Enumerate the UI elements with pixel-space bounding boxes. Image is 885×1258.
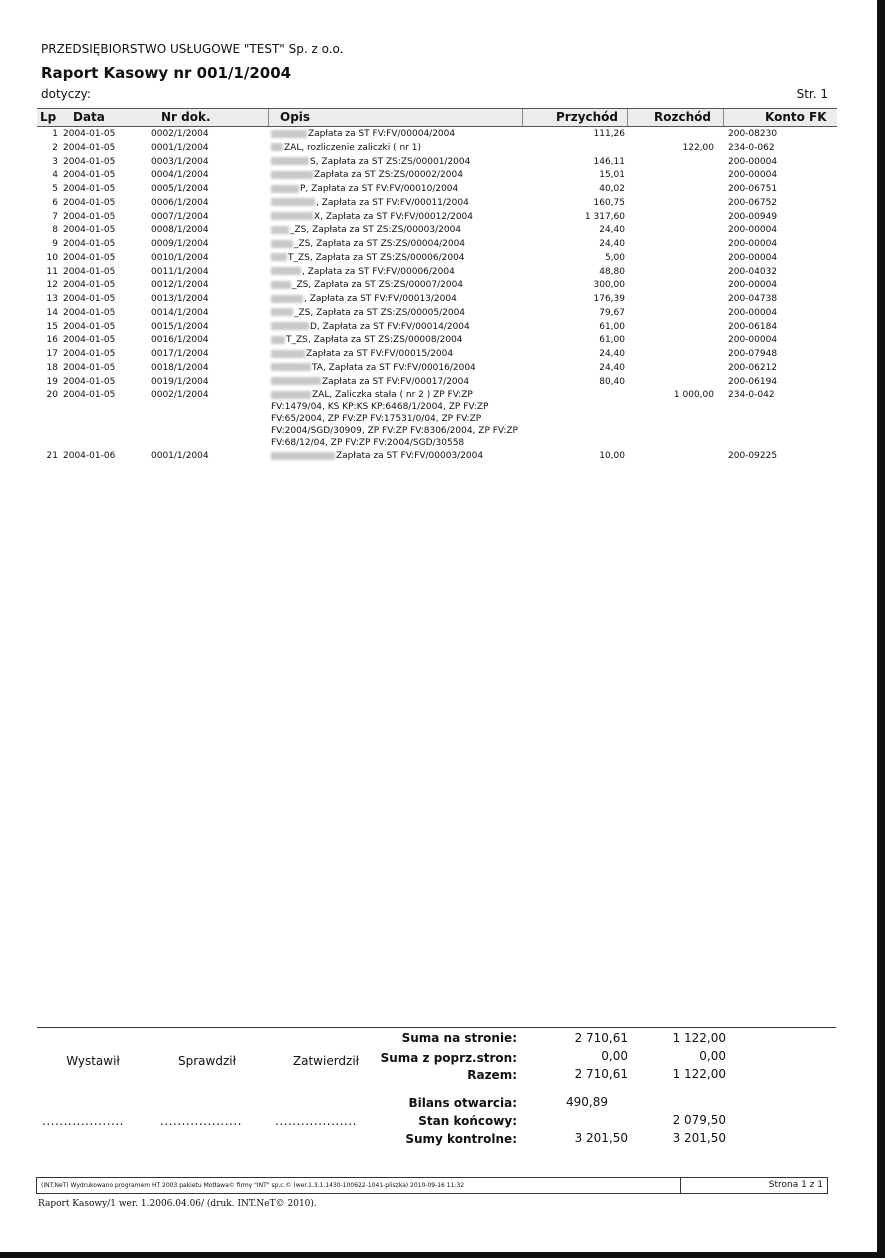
row-description (271, 293, 521, 305)
signature-sprawdzil: Sprawdził (178, 1054, 236, 1068)
row-doc-number: 0011/1/2004 (151, 266, 209, 277)
row-konto: 200-07948 (728, 349, 778, 359)
row-description-text: _ZS, Zapłata za ST ZS:ZS/00004/2004 (294, 239, 466, 249)
suma-na-stronie-label: Suma na stronie: (401, 1031, 517, 1045)
row-przychod: 61,00 (599, 321, 625, 332)
redacted-name (271, 240, 293, 248)
row-description-text: T_ZS, Zapłata za ST ZS:ZS/00006/2004 (288, 252, 465, 263)
suma-z-poprz-rozchod: 0,00 (699, 1049, 726, 1063)
row-date: 2004-01-05 (63, 294, 116, 304)
redacted-name (271, 452, 335, 460)
sumy-kontrolne-rozchod: 3 201,50 (672, 1131, 726, 1145)
row-doc-number: 0018/1/2004 (151, 362, 209, 373)
row-konto: 200-00004 (728, 170, 778, 181)
company-name: PRZEDSIĘBIORSTWO USŁUGOWE "TEST" Sp. z o.o. (41, 42, 344, 56)
row-description (271, 156, 521, 168)
page-number: Str. 1 (796, 87, 828, 101)
row-lp: 14 (46, 307, 58, 318)
redacted-name (271, 171, 313, 179)
redacted-name (271, 157, 309, 165)
row-przychod: 15,01 (599, 170, 625, 181)
row-konto: 200-04738 (728, 294, 778, 304)
row-przychod: 146,11 (593, 156, 625, 167)
row-date: 2004-01-05 (63, 129, 116, 139)
row-description (271, 279, 521, 291)
row-description-text: X, Zapłata za ST FV:FV/00012/2004 (314, 211, 473, 222)
row-doc-number: 0010/1/2004 (151, 252, 209, 263)
row-date: 2004-01-05 (63, 376, 116, 387)
row-date: 2004-01-05 (63, 239, 116, 249)
row-description-text: Zapłata za ST ZS:ZS/00002/2004 (314, 170, 463, 181)
table-row (0, 252, 885, 266)
bilans-otwarcia-label: Bilans otwarcia: (408, 1096, 517, 1110)
row-lp: 7 (52, 211, 58, 222)
row-date: 2004-01-05 (63, 362, 116, 373)
row-date: 2004-01-05 (63, 335, 116, 346)
row-date: 2004-01-05 (63, 266, 116, 277)
row-date: 2004-01-05 (63, 252, 116, 263)
row-doc-number: 0017/1/2004 (151, 349, 209, 359)
row-doc-number: 0016/1/2004 (151, 335, 209, 346)
dotyczy-label: dotyczy: (41, 87, 91, 101)
row-konto: 200-06212 (728, 362, 778, 373)
report-title: Raport Kasowy nr 001/1/2004 (41, 64, 292, 82)
row-description (271, 128, 521, 140)
row-przychod: 79,67 (599, 307, 625, 318)
row-konto: 200-00004 (728, 280, 778, 291)
col-divider (627, 109, 628, 126)
table-row (0, 348, 885, 362)
row-przychod: 40,02 (599, 184, 625, 194)
table-row (0, 334, 885, 348)
row-date: 2004-01-05 (63, 280, 116, 291)
table-body (0, 128, 885, 464)
table-row (0, 293, 885, 307)
redacted-name (271, 185, 299, 193)
row-lp: 21 (46, 451, 58, 462)
row-description-text: ZAL, rozliczenie zaliczki ( nr 1) (284, 142, 421, 153)
table-row (0, 389, 885, 450)
row-lp: 10 (46, 252, 58, 263)
redacted-name (271, 143, 283, 151)
row-description (271, 183, 521, 195)
row-description-text: S, Zapłata za ST ZS:ZS/00001/2004 (310, 156, 471, 167)
row-rozchod: 122,00 (682, 142, 714, 153)
row-description-text: , Zapłata za ST FV:FV/00013/2004 (304, 294, 457, 304)
row-description (271, 238, 521, 250)
col-rozchod: Rozchód (654, 110, 711, 124)
col-data: Data (73, 110, 105, 124)
row-konto: 200-06184 (728, 321, 778, 332)
row-date: 2004-01-05 (63, 390, 116, 401)
suma-na-stronie-przychod: 2 710,61 (574, 1031, 628, 1045)
row-date: 2004-01-05 (63, 184, 116, 194)
row-konto: 200-04032 (728, 266, 778, 277)
row-doc-number: 0002/1/2004 (151, 390, 209, 401)
row-przychod: 111,26 (593, 129, 625, 139)
row-description (271, 389, 521, 449)
table-row (0, 224, 885, 238)
row-rozchod: 1 000,00 (673, 390, 714, 401)
row-date: 2004-01-05 (63, 211, 116, 222)
row-lp: 3 (52, 156, 58, 167)
row-lp: 18 (46, 362, 58, 373)
row-konto: 234-0-042 (728, 390, 775, 401)
table-row (0, 128, 885, 142)
row-description-text: D, Zapłata za ST FV:FV/00014/2004 (310, 321, 470, 332)
row-date: 2004-01-05 (63, 197, 116, 208)
row-lp: 5 (52, 184, 58, 194)
row-date: 2004-01-05 (63, 321, 116, 332)
redacted-name (271, 363, 311, 371)
redacted-name (271, 350, 305, 358)
table-header (37, 108, 837, 127)
row-description-text: , Zapłata za ST FV:FV/00006/2004 (302, 266, 455, 277)
footer-divider (680, 1178, 681, 1193)
col-opis: Opis (280, 110, 311, 124)
col-nr: Nr dok. (161, 110, 211, 124)
redacted-name (271, 322, 309, 330)
row-przychod: 10,00 (599, 451, 625, 462)
row-doc-number: 0005/1/2004 (151, 184, 209, 194)
row-description (271, 307, 521, 319)
sumy-kontrolne-przychod: 3 201,50 (574, 1131, 628, 1145)
row-lp: 2 (52, 142, 58, 153)
row-doc-number: 0009/1/2004 (151, 239, 209, 249)
row-description (271, 376, 521, 388)
row-konto: 200-00004 (728, 156, 778, 167)
row-doc-number: 0002/1/2004 (151, 129, 209, 139)
print-info: (INT.NeT) Wydrukowano programem HT 2003 pakietu Motława© firmy "INT" sp.c.© (wer.1.3.1.1430-100622-1041-pliszka) 2010-09-16 11:32 (41, 1182, 465, 1189)
row-przychod: 5,00 (604, 252, 625, 263)
row-lp: 6 (52, 197, 58, 208)
row-lp: 13 (46, 294, 58, 304)
row-description (271, 266, 521, 278)
table-row (0, 307, 885, 321)
redacted-name (271, 295, 303, 303)
razem-rozchod: 1 122,00 (672, 1067, 726, 1081)
row-lp: 1 (52, 129, 58, 139)
signature-wystawil: Wystawił (66, 1054, 120, 1068)
row-doc-number: 0007/1/2004 (151, 211, 209, 222)
row-przychod: 176,39 (593, 294, 625, 304)
redacted-name (271, 212, 313, 220)
table-row (0, 321, 885, 335)
stan-koncowy-label: Stan końcowy: (418, 1114, 517, 1128)
table-row (0, 266, 885, 280)
row-description-text: _ZS, Zapłata za ST ZS:ZS/00005/2004 (294, 307, 466, 318)
row-description-text: _ZS, Zapłata za ST ZS:ZS/00007/2004 (292, 280, 464, 291)
row-description (271, 224, 521, 236)
row-date: 2004-01-05 (63, 349, 116, 359)
sumy-kontrolne-label: Sumy kontrolne: (405, 1132, 517, 1146)
row-description-text: Zapłata za ST FV:FV/00015/2004 (306, 349, 454, 359)
row-doc-number: 0006/1/2004 (151, 197, 209, 208)
row-konto: 200-06194 (728, 376, 778, 387)
redacted-name (271, 308, 293, 316)
row-doc-number: 0008/1/2004 (151, 225, 209, 236)
row-lp: 8 (52, 225, 58, 236)
row-przychod: 1 317,60 (584, 211, 625, 222)
row-konto: 200-00949 (728, 211, 778, 222)
row-description-text: _ZS, Zapłata za ST ZS:ZS/00003/2004 (290, 225, 462, 236)
row-doc-number: 0013/1/2004 (151, 294, 209, 304)
row-description (271, 252, 521, 264)
razem-przychod: 2 710,61 (574, 1067, 628, 1081)
redacted-name (271, 391, 311, 399)
row-doc-number: 0004/1/2004 (151, 170, 209, 181)
razem-label: Razem: (467, 1068, 517, 1082)
redacted-name (271, 253, 287, 261)
row-doc-number: 0015/1/2004 (151, 321, 209, 332)
suma-z-poprz-przychod: 0,00 (601, 1049, 628, 1063)
row-description (271, 197, 521, 209)
col-divider (268, 109, 269, 126)
row-doc-number: 0003/1/2004 (151, 156, 209, 167)
table-row (0, 142, 885, 156)
col-przychod: Przychód (556, 110, 619, 124)
row-przychod: 61,00 (599, 335, 625, 346)
row-description-text: Zapłata za ST FV:FV/00003/2004 (336, 451, 484, 462)
table-row (0, 197, 885, 211)
table-row (0, 376, 885, 390)
page-counter: Strona 1 z 1 (768, 1180, 823, 1190)
row-date: 2004-01-05 (63, 142, 116, 153)
row-przychod: 300,00 (593, 280, 625, 291)
signature-zatwierdzil: Zatwierdził (292, 1054, 360, 1068)
row-date: 2004-01-05 (63, 307, 116, 318)
row-description-text: Zapłata za ST FV:FV/00004/2004 (308, 129, 456, 139)
table-row (0, 238, 885, 252)
row-przychod: 24,40 (599, 239, 625, 249)
stan-koncowy-value: 2 079,50 (672, 1113, 726, 1127)
table-row (0, 362, 885, 376)
bilans-otwarcia-value: 490,89 (566, 1095, 608, 1109)
suma-z-poprz-label: Suma z poprz.stron: (380, 1051, 517, 1065)
table-row (0, 183, 885, 197)
row-lp: 12 (46, 280, 58, 291)
row-doc-number: 0012/1/2004 (151, 280, 209, 291)
row-konto: 200-00004 (728, 252, 778, 263)
row-przychod: 48,80 (599, 266, 625, 277)
table-row (0, 211, 885, 225)
row-description (271, 321, 521, 333)
row-konto: 200-06751 (728, 184, 778, 194)
row-description-text: ZAL, Zaliczka stała ( nr 2 ) ZP FV:ZP FV:1479/04, KS KP:KS KP:6468/1/2004, ZP FV:ZP FV:65/2004, ZP FV:ZP FV:17531/0/04, ZP FV:ZP FV:2004/SGD/30909, ZP FV:ZP FV:8306/2004, ZP FV:ZP FV:68/12/04, ZP FV:ZP FV:2004/SGD/30558 (271, 390, 518, 449)
row-konto: 200-00004 (728, 307, 778, 318)
row-lp: 4 (52, 170, 58, 181)
row-lp: 17 (46, 349, 58, 359)
row-lp: 16 (46, 335, 58, 346)
table-row (0, 279, 885, 293)
row-przychod: 24,40 (599, 362, 625, 373)
row-description (271, 211, 521, 223)
row-przychod: 24,40 (599, 349, 625, 359)
row-description (271, 169, 521, 181)
row-description (271, 334, 521, 346)
row-lp: 11 (46, 266, 58, 277)
redacted-name (271, 377, 321, 385)
table-row (0, 450, 885, 464)
row-przychod: 24,40 (599, 225, 625, 236)
page-border-bottom (0, 1252, 885, 1258)
row-konto: 200-00004 (728, 335, 778, 346)
redacted-name (271, 226, 289, 234)
row-konto: 200-09225 (728, 451, 778, 462)
col-lp: Lp (40, 110, 57, 124)
row-date: 2004-01-05 (63, 156, 116, 167)
row-description-text: T_ZS, Zapłata za ST ZS:ZS/00008/2004 (286, 335, 463, 346)
row-konto: 200-08230 (728, 129, 778, 139)
row-doc-number: 0019/1/2004 (151, 376, 209, 387)
table-row (0, 156, 885, 170)
signature-line: ................... (42, 1114, 124, 1128)
row-description (271, 362, 521, 374)
redacted-name (271, 336, 285, 344)
row-konto: 200-00004 (728, 239, 778, 249)
redacted-name (271, 198, 315, 206)
row-description-text: TA, Zapłata za ST FV:FV/00016/2004 (312, 362, 476, 373)
row-description-text: , Zapłata za ST FV:FV/00011/2004 (316, 197, 469, 208)
totals-divider (37, 1027, 836, 1028)
row-description (271, 142, 521, 154)
row-doc-number: 0001/1/2004 (151, 451, 209, 462)
report-version: Raport Kasowy/1 wer. 1.2006.04.06/ (druk. INT.NeT© 2010). (38, 1199, 317, 1209)
row-date: 2004-01-05 (63, 225, 116, 236)
row-przychod: 160,75 (593, 197, 625, 208)
col-divider (723, 109, 724, 126)
row-konto: 200-00004 (728, 225, 778, 236)
print-footer (36, 1177, 828, 1194)
redacted-name (271, 281, 291, 289)
row-konto: 200-06752 (728, 197, 778, 208)
row-lp: 19 (46, 376, 58, 387)
redacted-name (271, 130, 307, 138)
row-description (271, 450, 521, 462)
suma-na-stronie-rozchod: 1 122,00 (672, 1031, 726, 1045)
row-description (271, 348, 521, 360)
row-description-text: P, Zapłata za ST FV:FV/00010/2004 (300, 184, 459, 194)
row-lp: 20 (46, 390, 58, 401)
row-date: 2004-01-05 (63, 170, 116, 181)
row-lp: 9 (52, 239, 58, 249)
redacted-name (271, 267, 301, 275)
row-konto: 234-0-062 (728, 142, 775, 153)
signature-line: ................... (275, 1114, 357, 1128)
row-przychod: 80,40 (599, 376, 625, 387)
col-divider (522, 109, 523, 126)
row-doc-number: 0014/1/2004 (151, 307, 209, 318)
row-doc-number: 0001/1/2004 (151, 142, 209, 153)
table-row (0, 169, 885, 183)
row-description-text: Zapłata za ST FV:FV/00017/2004 (322, 376, 470, 387)
signature-line: ................... (160, 1114, 242, 1128)
row-date: 2004-01-06 (63, 451, 116, 462)
row-lp: 15 (46, 321, 58, 332)
col-konto: Konto FK (765, 110, 827, 124)
